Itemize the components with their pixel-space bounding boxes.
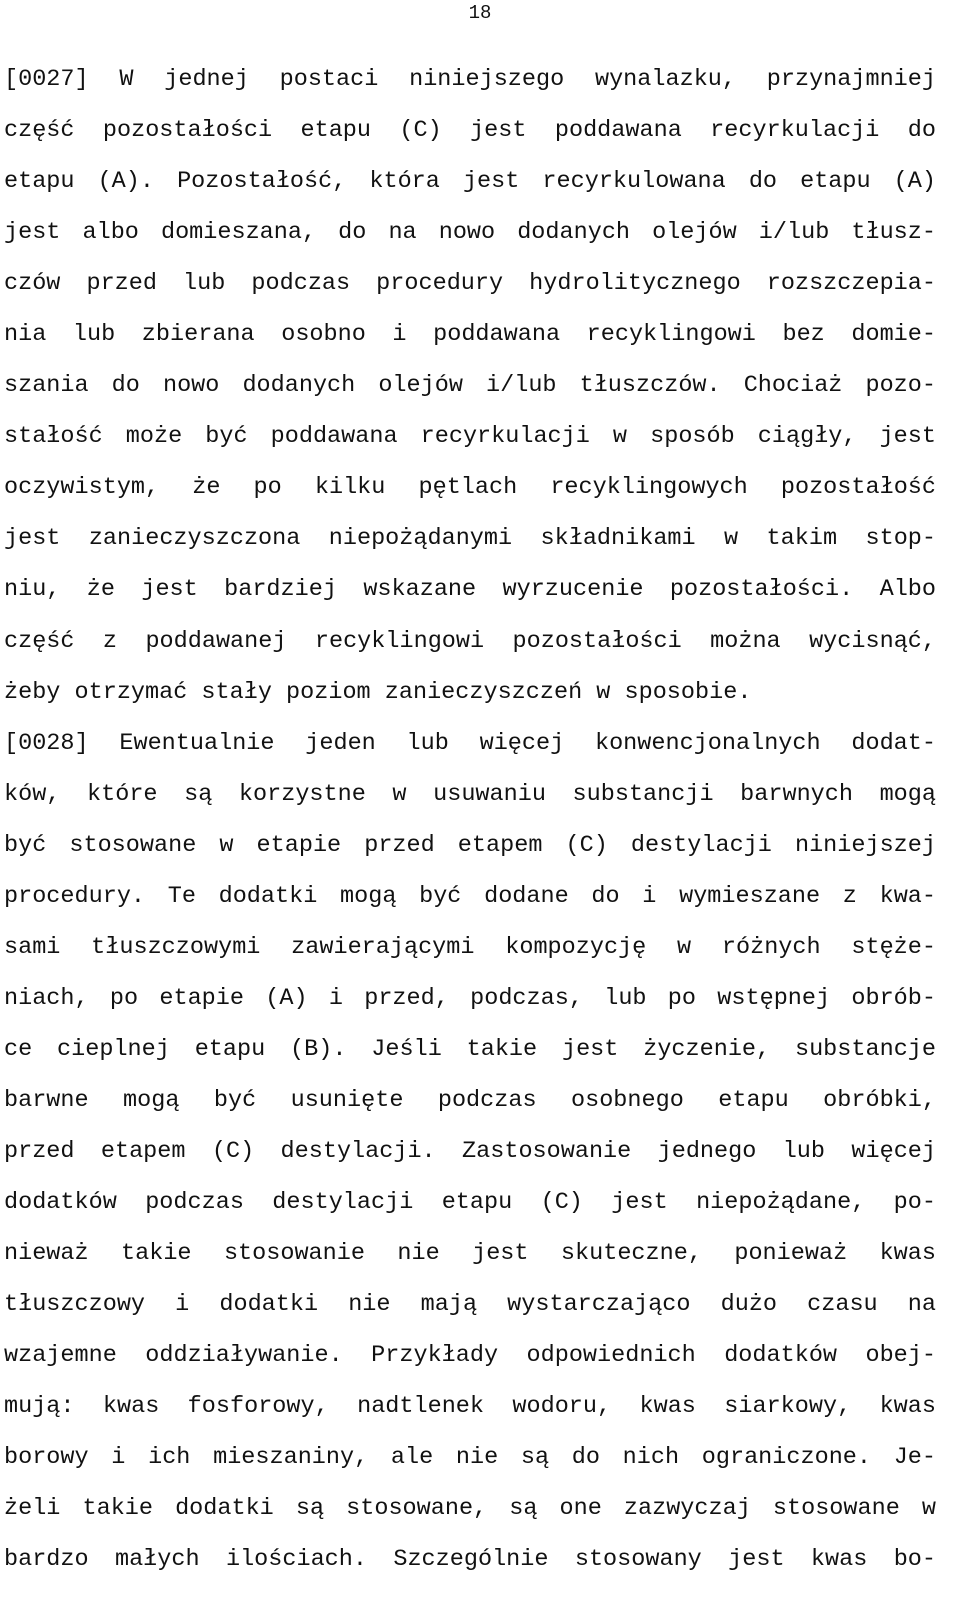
paragraph-0027-line: stałość może być poddawana recyrkulacji w sposób ciągły, jest — [4, 423, 936, 451]
page-number: 18 — [468, 2, 492, 24]
paragraph-0028-line: dodatków podczas destylacji etapu (C) jest niepożądane, po- — [4, 1189, 936, 1217]
paragraph-0027-line: czów przed lub podczas procedury hydrolitycznego rozszczepia- — [4, 270, 936, 298]
paragraph-0027-line: [0027] W jednej postaci niniejszego wynalazku, przynajmniej — [4, 66, 936, 93]
paragraph-0028-line: borowy i ich mieszaniny, ale nie są do nich ograniczone. Je- — [4, 1444, 936, 1472]
paragraph-0028-line: barwne mogą być usunięte podczas osobnego etapu obróbki, — [4, 1086, 936, 1114]
paragraph-0028-line: nieważ takie stosowanie nie jest skuteczne, ponieważ kwas — [4, 1240, 936, 1268]
paragraph-0027-line: etapu (A). Pozostałość, która jest recyrkulowana do etapu (A) — [4, 168, 936, 196]
paragraph-0027-line: żeby otrzymać stały poziom zanieczyszczeń w sposobie. — [4, 678, 752, 706]
paragraph-0028-line: bardzo małych ilościach. Szczególnie stosowany jest kwas bo- — [4, 1546, 936, 1574]
paragraph-0028-line: ce cieplnej etapu (B). Jeśli takie jest życzenie, substancje — [4, 1035, 936, 1063]
paragraph-0028-line: sami tłuszczowymi zawierającymi kompozycję w różnych stęże- — [4, 933, 936, 961]
paragraph-0027-line: niu, że jest bardziej wskazane wyrzucenie pozostałości. Albo — [4, 576, 936, 604]
paragraph-0027-line: nia lub zbierana osobno i poddawana recyklingowi bez domie- — [4, 321, 936, 349]
paragraph-0028-line: niach, po etapie (A) i przed, podczas, lub po wstępnej obrób- — [4, 984, 936, 1012]
paragraph-0027-line: szania do nowo dodanych olejów i/lub tłuszczów. Chociaż pozo- — [4, 372, 936, 400]
paragraph-0027-line: jest albo domieszana, do na nowo dodanych olejów i/lub tłusz- — [4, 219, 936, 247]
paragraph-0028-line: mują: kwas fosforowy, nadtlenek wodoru, kwas siarkowy, kwas — [4, 1393, 936, 1421]
paragraph-0028-line: ków, które są korzystne w usuwaniu substancji barwnych mogą — [4, 780, 936, 808]
paragraph-0028-line: wzajemne oddziaływanie. Przykłady odpowiednich dodatków obej- — [4, 1342, 936, 1370]
paragraph-0028-line: być stosowane w etapie przed etapem (C) destylacji niniejszej — [4, 831, 936, 859]
paragraph-0027-line: oczywistym, że po kilku pętlach recyklingowych pozostałość — [4, 474, 936, 502]
document-body — [4, 54, 936, 1585]
paragraph-0027-line: jest zanieczyszczona niepożądanymi składnikami w takim stop- — [4, 525, 936, 553]
paragraph-0028-line: przed etapem (C) destylacji. Zastosowanie jednego lub więcej — [4, 1137, 936, 1165]
paragraph-0027-line: część z poddawanej recyklingowi pozostałości można wycisnąć, — [4, 627, 936, 655]
paragraph-0027-line: część pozostałości etapu (C) jest poddawana recyrkulacji do — [4, 117, 936, 145]
paragraph-0028-line: tłuszczowy i dodatki nie mają wystarczająco dużo czasu na — [4, 1291, 936, 1319]
paragraph-0028-line: żeli takie dodatki są stosowane, są one zazwyczaj stosowane w — [4, 1495, 936, 1523]
paragraph-0028-line: [0028] Ewentualnie jeden lub więcej konwencjonalnych dodat- — [4, 729, 936, 757]
paragraph-0028-line: procedury. Te dodatki mogą być dodane do i wymieszane z kwa- — [4, 882, 936, 910]
